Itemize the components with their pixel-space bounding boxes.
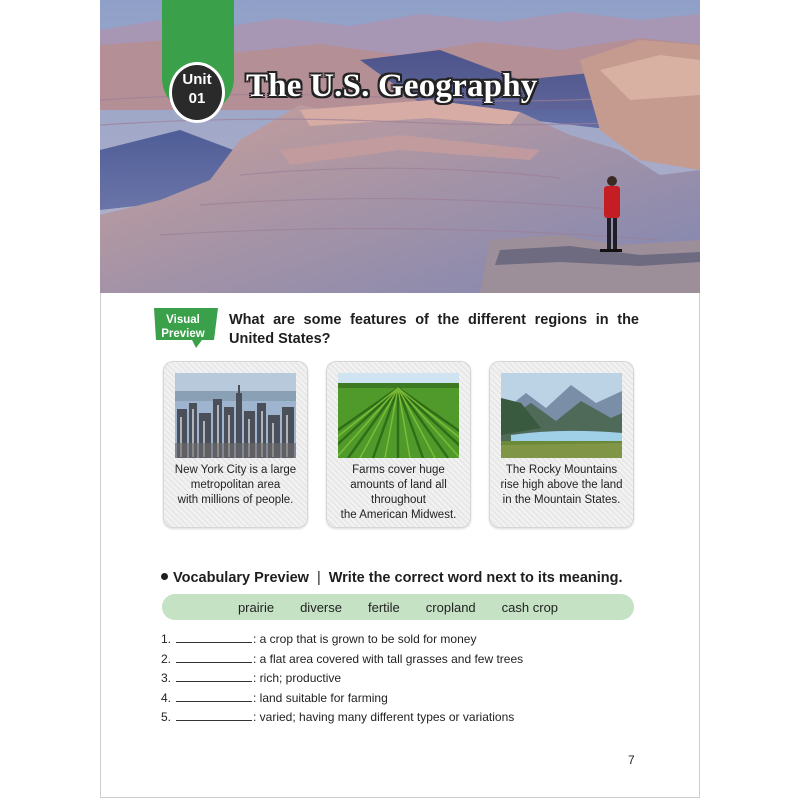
answer-blank[interactable] (176, 690, 252, 702)
answer-blank[interactable] (176, 651, 252, 663)
visual-preview-question: What are some features of the different regions in the United States? (229, 312, 639, 347)
vocabulary-item: 1. : a crop that is grown to be sold for money (161, 632, 477, 646)
vocabulary-heading: Vocabulary Preview | Write the correct word next to its meaning. (161, 570, 623, 586)
card-new-york-caption: New York City is a large metropolitan area with millions of people. (174, 464, 297, 506)
word-bank-item: cropland (425, 599, 476, 615)
answer-blank[interactable] (176, 631, 252, 643)
visual-preview-label: Visual Preview (161, 314, 205, 340)
vocabulary-item: 3. : rich; productive (161, 671, 342, 686)
answer-blank[interactable] (176, 670, 252, 682)
unit-label: Unit (182, 71, 212, 88)
vocabulary-items (161, 630, 631, 728)
page-number: 7 (628, 753, 635, 767)
word-bank-item: cash crop (501, 599, 559, 615)
card-farm-caption: Farms cover huge amounts of land all throughout the American Midwest. (340, 464, 457, 521)
word-bank-item: prairie (237, 599, 275, 615)
vocabulary-item: 2. : a flat area covered with tall grasses and few trees (161, 651, 524, 666)
farm-field-image (338, 373, 459, 458)
unit-number: 01 (188, 90, 206, 107)
card-rocky-mountains-caption: The Rocky Mountains rise high above the land in the Mountain States. (500, 464, 623, 506)
word-bank (162, 594, 634, 620)
word-bank-item: diverse (300, 599, 342, 615)
unit-badge (169, 62, 225, 123)
new-york-skyline-image (175, 373, 296, 458)
word-bank-item: fertile (368, 599, 400, 615)
vocabulary-item: 4. : land suitable for farming (161, 690, 388, 705)
answer-blank[interactable] (176, 709, 252, 721)
card-rocky-mountains (489, 361, 634, 528)
bullet-icon (161, 573, 168, 580)
unit-title: The U.S. Geography (246, 68, 538, 104)
card-farm (326, 361, 471, 528)
card-new-york (163, 361, 308, 528)
vocabulary-item: 5. : varied; having many different types or variations (161, 710, 515, 725)
rocky-mountains-image (501, 373, 622, 458)
